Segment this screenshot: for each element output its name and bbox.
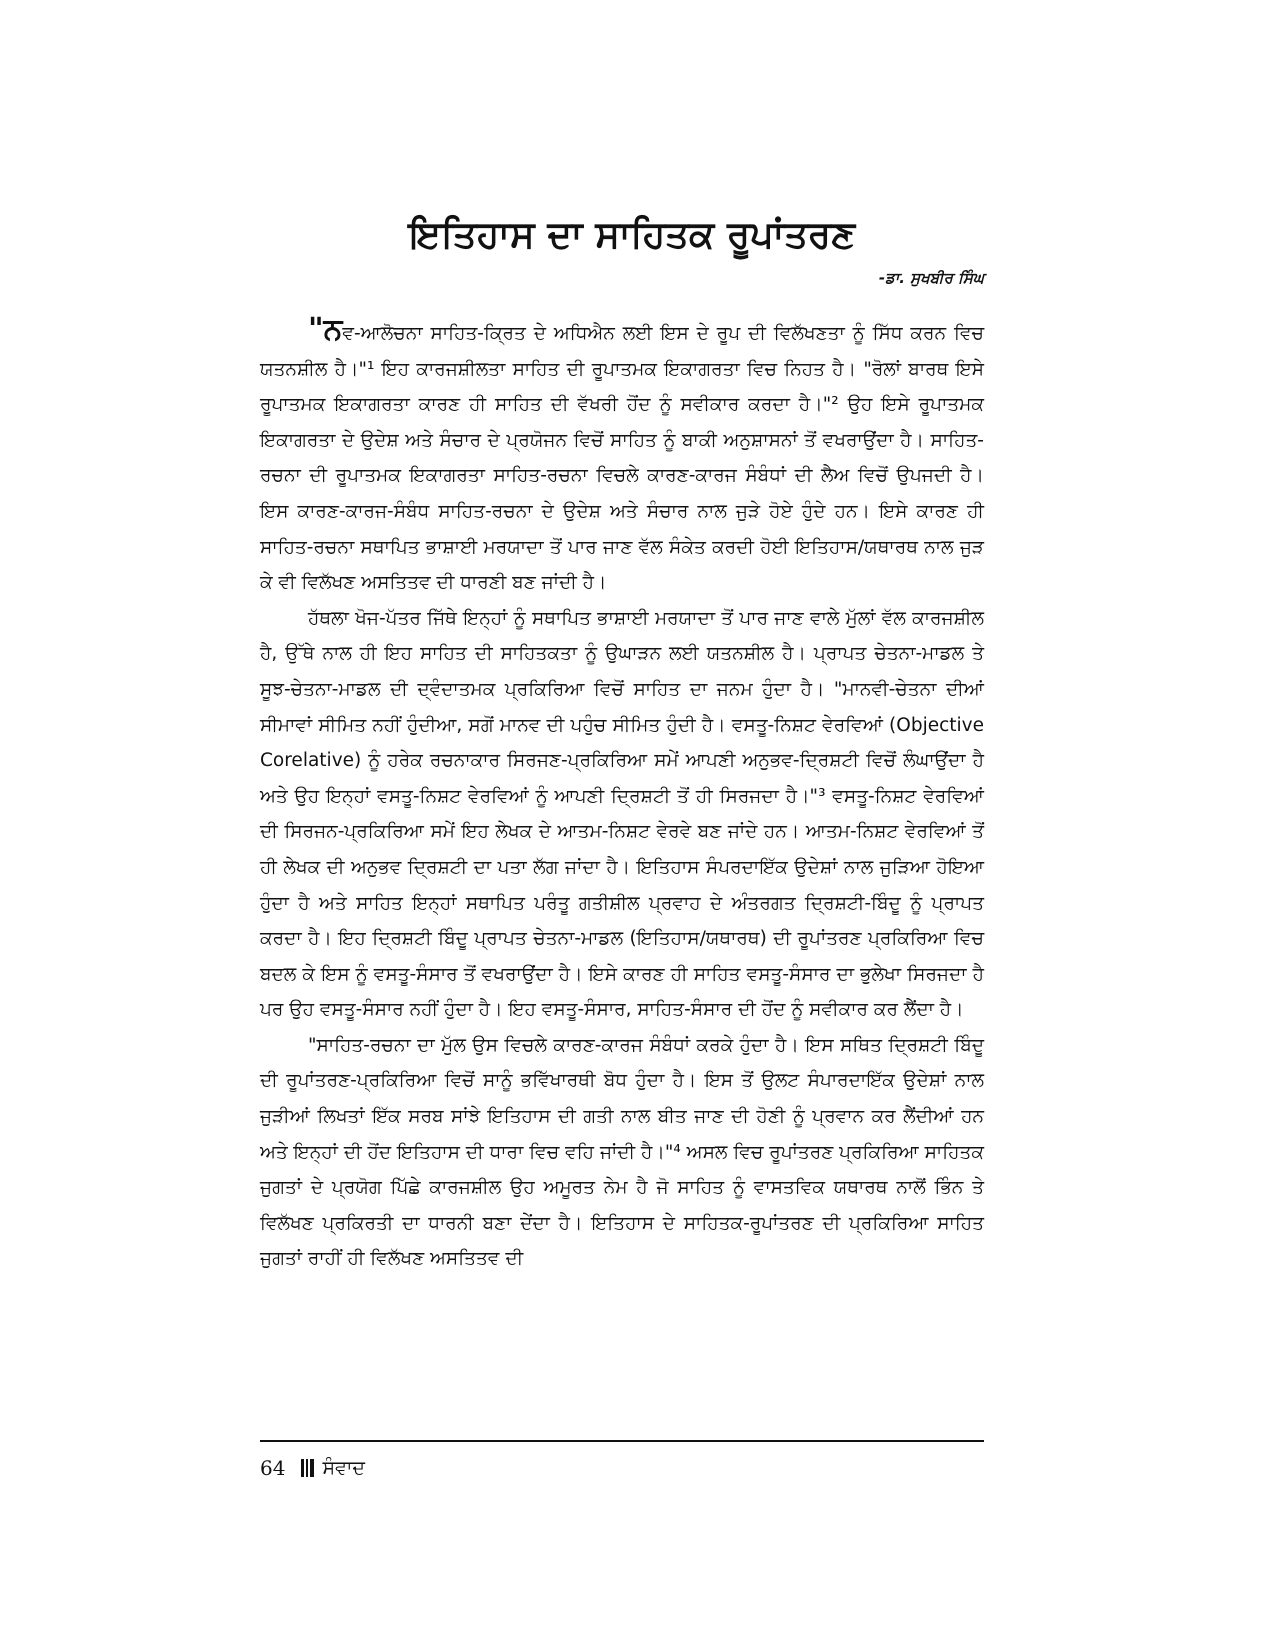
triple-bar-icon: [301, 1459, 314, 1477]
article-page: [260, 210, 984, 1277]
paragraph-1-text: ਵ-ਆਲੋਚਨਾ ਸਾਹਿਤ-ਕ੍ਰਿਤ ਦੇ ਅਧਿਐਨ ਲਈ ਇਸ ਦੇ ਰੂਪ ਦੀ ਵਿਲੱਖਣਤਾ ਨੂੰ ਸਿੱਧ ਕਰਨ ਵਿਚ ਯਤਨਸ਼ੀਲ ਹੈ।"¹ ਇਹ ਕਾਰਜਸ਼ੀਲਤਾ ਸਾਹਿਤ ਦੀ ਰੂਪਾਤਮਕ ਇਕਾਗਰਤਾ ਵਿਚ ਨਿਹਤ ਹੈ। "ਰੋਲਾਂ ਬਾਰਥ ਇਸੇ ਰੂਪਾਤਮਕ ਇਕਾਗਰਤਾ ਕਾਰਣ ਹੀ ਸਾਹਿਤ ਦੀ ਵੱਖਰੀ ਹੋਂਦ ਨੂੰ ਸਵੀਕਾਰ ਕਰਦਾ ਹੈ।"² ਉਹ ਇਸੇ ਰੂਪਾਤਮਕ ਇਕਾਗਰਤਾ ਦੇ ਉਦੇਸ਼ ਅਤੇ ਸੰਚਾਰ ਦੇ ਪ੍ਰਯੋਜਨ ਵਿਚੋਂ ਸਾਹਿਤ ਨੂੰ ਬਾਕੀ ਅਨੁਸ਼ਾਸਨਾਂ ਤੋਂ ਵਖਰਾਉਂਦਾ ਹੈ। ਸਾਹਿਤ-ਰਚਨਾ ਦੀ ਰੂਪਾਤਮਕ ਇਕਾਗਰਤਾ ਸਾਹਿਤ-ਰਚਨਾ ਵਿਚਲੇ ਕਾਰਣ-ਕਾਰਜ ਸੰਬੰਧਾਂ ਦੀ ਲੈਅ ਵਿਚੋਂ ਉਪਜਦੀ ਹੈ। ਇਸ ਕਾਰਣ-ਕਾਰਜ-ਸੰਬੰਧ ਸਾਹਿਤ-ਰਚਨਾ ਦੇ ਉਦੇਸ਼ ਅਤੇ ਸੰਚਾਰ ਨਾਲ ਜੁੜੇ ਹੋਏ ਹੁੰਦੇ ਹਨ। ਇਸੇ ਕਾਰਣ ਹੀ ਸਾਹਿਤ-ਰਚਨਾ ਸਥਾਪਿਤ ਭਾਸ਼ਾਈ ਮਰਯਾਦਾ ਤੋਂ ਪਾਰ ਜਾਣ ਵੱਲ ਸੰਕੇਤ ਕਰਦੀ ਹੋਈ ਇਤਿਹਾਸ/ਯਥਾਰਥ ਨਾਲ ਜੁੜ ਕੇ ਵੀ ਵਿਲੱਖਣ ਅਸਤਿਤਵ ਦੀ ਧਾਰਣੀ ਬਣ ਜਾਂਦੀ ਹੈ।: [260, 323, 984, 594]
page-footer: [260, 1440, 984, 1480]
page-number: 64: [260, 1456, 286, 1480]
article-author: -ਡਾ. ਸੁਖਬੀਰ ਸਿੰਘ: [878, 269, 984, 287]
paragraph-2: ਹੱਥਲਾ ਖੋਜ-ਪੱਤਰ ਜਿੱਥੇ ਇਨ੍ਹਾਂ ਨੂੰ ਸਥਾਪਿਤ ਭਾਸ਼ਾਈ ਮਰਯਾਦਾ ਤੋਂ ਪਾਰ ਜਾਣ ਵਾਲੇ ਮੁੱਲਾਂ ਵੱਲ ਕਾਰਜਸ਼ੀਲ ਹੈ, ਉੱਥੇ ਨਾਲ ਹੀ ਇਹ ਸਾਹਿਤ ਦੀ ਸਾਹਿਤਕਤਾ ਨੂੰ ਉਘਾੜਨ ਲਈ ਯਤਨਸ਼ੀਲ ਹੈ। ਪ੍ਰਾਪਤ ਚੇਤਨਾ-ਮਾਡਲ ਤੇ ਸੂਝ-ਚੇਤਨਾ-ਮਾਡਲ ਦੀ ਦ੍ਵੰਦਾਤਮਕ ਪ੍ਰਕਿਰਿਆ ਵਿਚੋਂ ਸਾਹਿਤ ਦਾ ਜਨਮ ਹੁੰਦਾ ਹੈ। "ਮਾਨਵੀ-ਚੇਤਨਾ ਦੀਆਂ ਸੀਮਾਵਾਂ ਸੀਮਿਤ ਨਹੀਂ ਹੁੰਦੀਆ, ਸਗੋਂ ਮਾਨਵ ਦੀ ਪਹੁੰਚ ਸੀਮਿਤ ਹੁੰਦੀ ਹੈ। ਵਸਤੂ-ਨਿਸ਼ਟ ਵੇਰਵਿਆਂ (Objective Corelative) ਨੂੰ ਹਰੇਕ ਰਚਨਾਕਾਰ ਸਿਰਜਣ-ਪ੍ਰਕਿਰਿਆ ਸਮੇਂ ਆਪਣੀ ਅਨੁਭਵ-ਦ੍ਰਿਸ਼ਟੀ ਵਿਚੋਂ ਲੰਘਾਉਂਦਾ ਹੈ ਅਤੇ ਉਹ ਇਨ੍ਹਾਂ ਵਸਤੂ-ਨਿਸ਼ਟ ਵੇਰਵਿਆਂ ਨੂੰ ਆਪਣੀ ਦ੍ਰਿਸ਼ਟੀ ਤੋਂ ਹੀ ਸਿਰਜਦਾ ਹੈ।"³ ਵਸਤੂ-ਨਿਸ਼ਟ ਵੇਰਵਿਆਂ ਦੀ ਸਿਰਜਨ-ਪ੍ਰਕਿਰਿਆ ਸਮੇਂ ਇਹ ਲੇਖਕ ਦੇ ਆਤਮ-ਨਿਸ਼ਟ ਵੇਰਵੇ ਬਣ ਜਾਂਦੇ ਹਨ। ਆਤਮ-ਨਿਸ਼ਟ ਵੇਰਵਿਆਂ ਤੋਂ ਹੀ ਲੇਖਕ ਦੀ ਅਨੁਭਵ ਦ੍ਰਿਸ਼ਟੀ ਦਾ ਪਤਾ ਲੱਗ ਜਾਂਦਾ ਹੈ। ਇਤਿਹਾਸ ਸੰਪਰਦਾਇੱਕ ਉਦੇਸ਼ਾਂ ਨਾਲ ਜੁੜਿਆ ਹੋਇਆ ਹੁੰਦਾ ਹੈ ਅਤੇ ਸਾਹਿਤ ਇਨ੍ਹਾਂ ਸਥਾਪਿਤ ਪਰੰਤੂ ਗਤੀਸ਼ੀਲ ਪ੍ਰਵਾਹ ਦੇ ਅੰਤਰਗਤ ਦ੍ਰਿਸ਼ਟੀ-ਬਿੰਦੂ ਨੂੰ ਪ੍ਰਾਪਤ ਕਰਦਾ ਹੈ। ਇਹ ਦ੍ਰਿਸ਼ਟੀ ਬਿੰਦੂ ਪ੍ਰਾਪਤ ਚੇਤਨਾ-ਮਾਡਲ (ਇਤਿਹਾਸ/ਯਥਾਰਥ) ਦੀ ਰੂਪਾਂਤਰਣ ਪ੍ਰਕਿਰਿਆ ਵਿਚ ਬਦਲ ਕੇ ਇਸ ਨੂੰ ਵਸਤੂ-ਸੰਸਾਰ ਤੋਂ ਵਖਰਾਉਂਦਾ ਹੈ। ਇਸੇ ਕਾਰਣ ਹੀ ਸਾਹਿਤ ਵਸਤੂ-ਸੰਸਾਰ ਦਾ ਭੁਲੇਖਾ ਸਿਰਜਦਾ ਹੈ ਪਰ ਉਹ ਵਸਤੂ-ਸੰਸਾਰ ਨਹੀਂ ਹੁੰਦਾ ਹੈ। ਇਹ ਵਸਤੂ-ਸੰਸਾਰ, ਸਾਹਿਤ-ਸੰਸਾਰ ਦੀ ਹੋਂਦ ਨੂੰ ਸਵੀਕਾਰ ਕਰ ਲੈਂਦਾ ਹੈ।: [260, 607, 984, 1021]
article-body: [260, 312, 984, 1277]
paragraph-1: [260, 312, 984, 601]
article-title: ਇਤਿਹਾਸ ਦਾ ਸਾਹਿਤਕ ਰੂਪਾਂਤਰਣ: [408, 213, 856, 256]
drop-cap: "ਨ: [308, 312, 343, 347]
paragraph-3: "ਸਾਹਿਤ-ਰਚਨਾ ਦਾ ਮੁੱਲ ਉਸ ਵਿਚਲੇ ਕਾਰਣ-ਕਾਰਜ ਸੰਬੰਧਾਂ ਕਰਕੇ ਹੁੰਦਾ ਹੈ। ਇਸ ਸਥਿਤ ਦ੍ਰਿਸ਼ਟੀ ਬਿੰਦੂ ਦੀ ਰੂਪਾਂਤਰਣ-ਪ੍ਰਕਿਰਿਆ ਵਿਚੋਂ ਸਾਨੂੰ ਭਵਿੱਖਾਰਥੀ ਬੋਧ ਹੁੰਦਾ ਹੈ। ਇਸ ਤੋਂ ਉਲਟ ਸੰਪਾਰਦਾਇੱਕ ਉਦੇਸ਼ਾਂ ਨਾਲ ਜੁੜੀਆਂ ਲਿਖਤਾਂ ਇੱਕ ਸਰਬ ਸਾਂਝੇ ਇਤਿਹਾਸ ਦੀ ਗਤੀ ਨਾਲ ਬੀਤ ਜਾਣ ਦੀ ਹੋਣੀ ਨੂੰ ਪ੍ਰਵਾਨ ਕਰ ਲੈਂਦੀਆਂ ਹਨ ਅਤੇ ਇਨ੍ਹਾਂ ਦੀ ਹੋਂਦ ਇਤਿਹਾਸ ਦੀ ਧਾਰਾ ਵਿਚ ਵਹਿ ਜਾਂਦੀ ਹੈ।"⁴ ਅਸਲ ਵਿਚ ਰੂਪਾਂਤਰਣ ਪ੍ਰਕਿਰਿਆ ਸਾਹਿਤਕ ਜੁਗਤਾਂ ਦੇ ਪ੍ਰਯੋਗ ਪਿੱਛੇ ਕਾਰਜਸ਼ੀਲ ਉਹ ਅਮੂਰਤ ਨੇਮ ਹੈ ਜੋ ਸਾਹਿਤ ਨੂੰ ਵਾਸਤਵਿਕ ਯਥਾਰਥ ਨਾਲੋਂ ਭਿੰਨ ਤੇ ਵਿਲੱਖਣ ਪ੍ਰਕਿਰਤੀ ਦਾ ਧਾਰਨੀ ਬਣਾ ਦੇਂਦਾ ਹੈ। ਇਤਿਹਾਸ ਦੇ ਸਾਹਿਤਕ-ਰੂਪਾਂਤਰਣ ਦੀ ਪ੍ਰਕਿਰਿਆ ਸਾਹਿਤ ਜੁਗਤਾਂ ਰਾਹੀਂ ਹੀ ਵਿਲੱਖਣ ਅਸਤਿਤਵ ਦੀ: [260, 1034, 984, 1270]
journal-name: ਸੰਵਾਦ: [322, 1457, 366, 1479]
